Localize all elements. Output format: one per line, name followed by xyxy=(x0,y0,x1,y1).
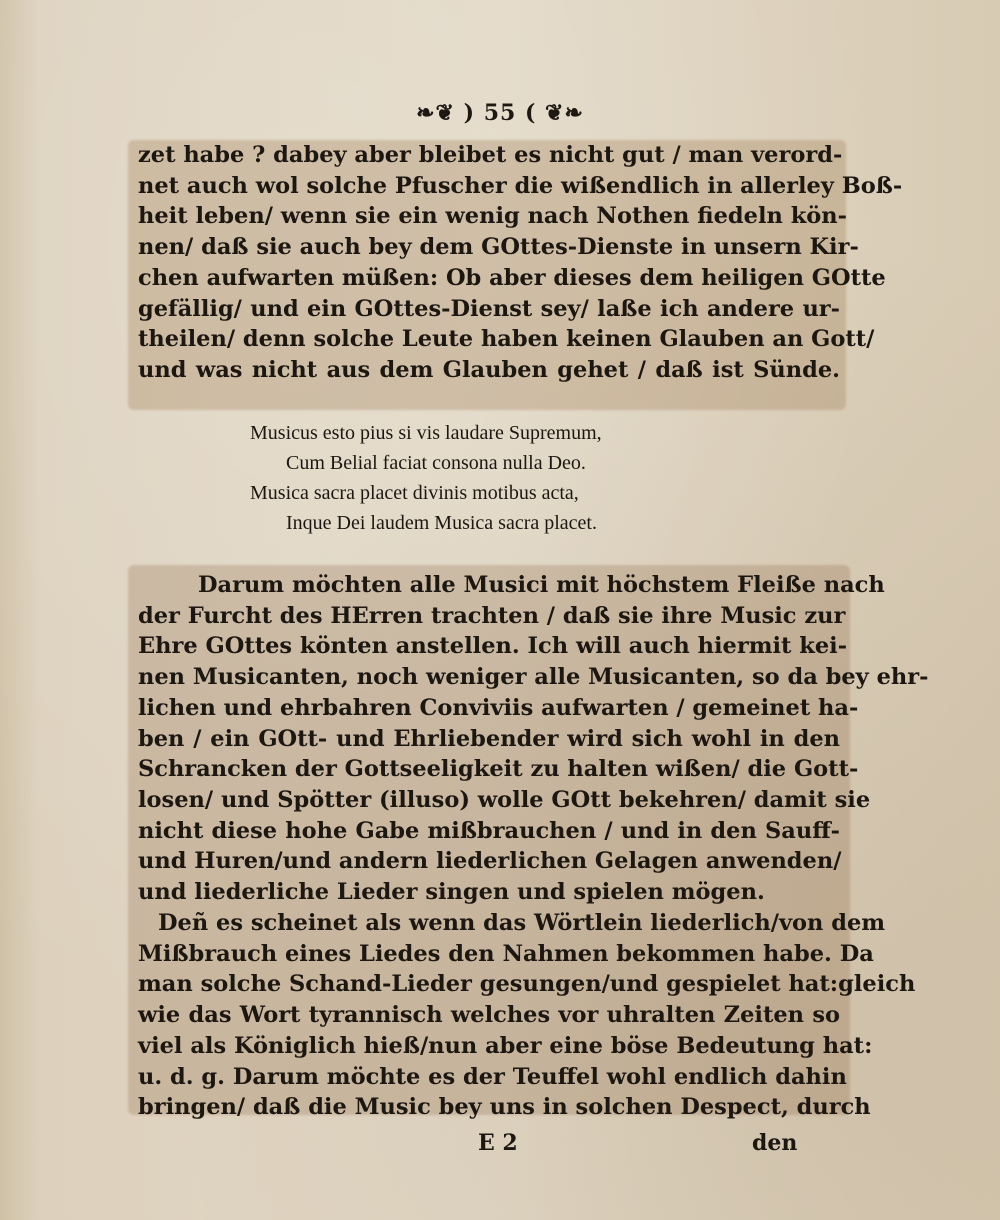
text-line: gefällig/ und ein GOttes-Dienst sey/ laße ich andere ur- xyxy=(138,295,840,322)
text-line: nen/ daß sie auch bey dem GOttes-Dienste in unsern Kir- xyxy=(138,234,859,261)
text-line: Schrancken der Gottseeligkeit zu halten wißen/ die Gott- xyxy=(138,756,859,783)
verse-line: Musicus esto pius si vis laudare Supremum, xyxy=(250,422,602,444)
text-line: wie das Wort tyrannisch welches vor uhralten Zeiten so xyxy=(138,1002,840,1029)
text-line: theilen/ denn solche Leute haben keinen Glauben an Gott/ xyxy=(138,326,875,353)
page-footer xyxy=(0,1130,1000,1160)
signature-mark: E 2 xyxy=(478,1130,518,1156)
text-line: man solche Schand-Lieder gesungen/und gespielet hat:gleich xyxy=(138,971,916,998)
text-line: nicht diese hohe Gabe mißbrauchen / und in den Sauff- xyxy=(138,817,840,844)
text-line: viel als Königlich hieß/nun aber eine böse Bedeutung hat: xyxy=(138,1032,873,1059)
catchword: den xyxy=(752,1130,798,1156)
text-line: Darum möchten alle Musici mit höchstem Fleiße nach xyxy=(198,572,885,598)
text-line: nen Musicanten, noch weniger alle Musicanten, so da bey ehr- xyxy=(138,664,929,691)
text-line: der Furcht des HErren trachten / daß sie ihre Music zur xyxy=(138,602,846,629)
text-line: net auch wol solche Pfuscher die wißendlich in allerley Boß- xyxy=(138,172,903,199)
text-line: u. d. g. Darum möchte es der Teuffel wohl endlich dahin xyxy=(138,1063,847,1090)
text-line: zet habe ? dabey aber bleibet es nicht gut / man verord- xyxy=(138,142,843,168)
paragraph-3 xyxy=(138,908,916,1123)
text-line: chen aufwarten müßen: Ob aber dieses dem heiligen GOtte xyxy=(138,264,886,291)
paragraph-1 xyxy=(138,140,903,386)
verse-line: Inque Dei laudem Musica sacra placet. xyxy=(286,512,597,534)
text-line: Ehre GOttes könten anstellen. Ich will auch hiermit kei- xyxy=(138,633,848,660)
verse-line: Musica sacra placet divinis motibus acta, xyxy=(250,482,579,504)
latin-verses xyxy=(250,418,750,538)
text-line: lichen und ehrbahren Conviviis aufwarten / gemeinet ha- xyxy=(138,694,859,721)
text-line: und liederliche Lieder singen und spielen mögen. xyxy=(138,879,765,906)
page-header xyxy=(0,100,1000,126)
header-ornament-left: ❧❦ ) xyxy=(416,100,484,126)
header-ornament-right: ( ❦❧ xyxy=(516,100,584,126)
text-line: und was nicht aus dem Glauben gehet / daß ist Sünde. xyxy=(138,356,840,383)
text-line: Deñ es scheinet als wenn das Wörtlein liederlich/von dem xyxy=(158,910,886,936)
text-line: losen/ und Spötter (illuso) wolle GOtt bekehren/ damit sie xyxy=(138,786,871,813)
text-line: und Huren/und andern liederlichen Gelagen anwenden/ xyxy=(138,848,842,875)
text-line: bringen/ daß die Music bey uns in solchen Despect, durch xyxy=(138,1094,871,1121)
text-line: Mißbrauch eines Liedes den Nahmen bekommen habe. Da xyxy=(138,940,874,967)
text-line: heit leben/ wenn sie ein wenig nach Nothen fiedeln kön- xyxy=(138,203,847,230)
text-line: ben / ein GOtt- und Ehrliebender wird sich wohl in den xyxy=(138,725,840,752)
page-number: 55 xyxy=(483,100,517,126)
paragraph-2 xyxy=(138,570,929,908)
verse-line: Cum Belial faciat consona nulla Deo. xyxy=(286,452,586,474)
